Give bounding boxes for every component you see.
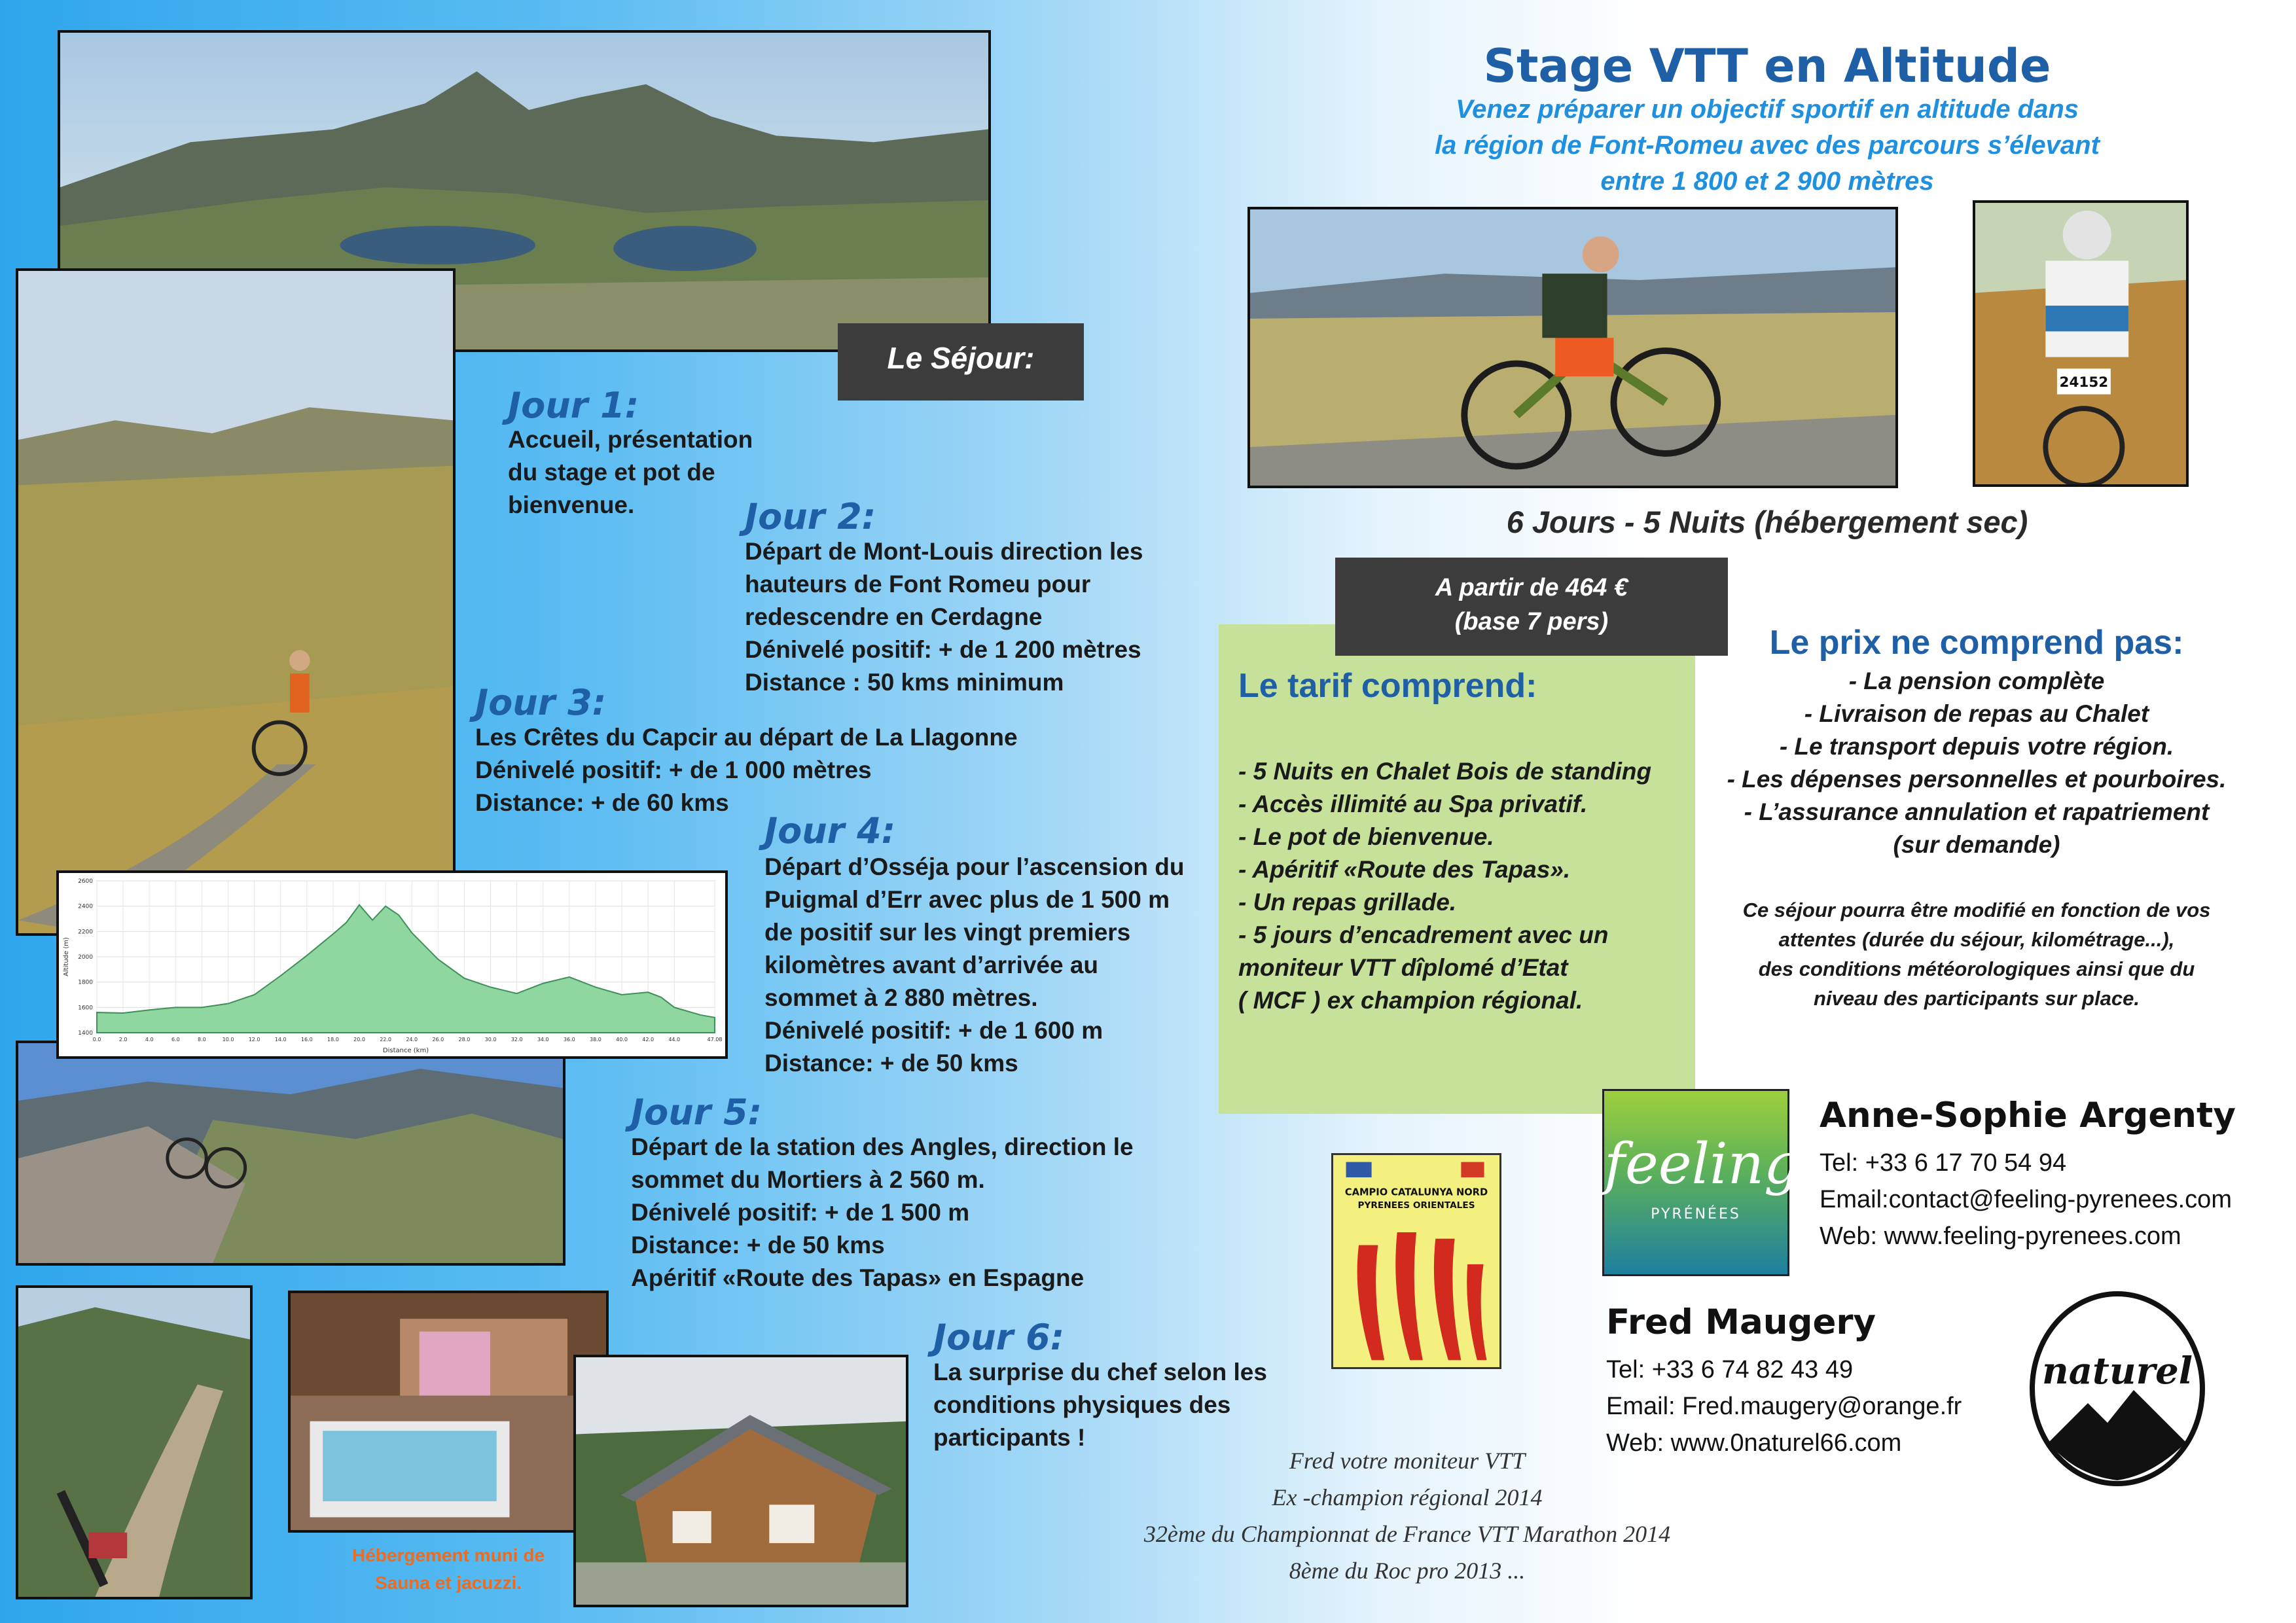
feeling-logo-word: feeling xyxy=(1604,1132,1801,1197)
day2-text: Départ de Mont-Louis direction les hauteurs de Font Romeu pour redescendre en Cerdagne Dénivelé positif: + de 1 200 mètres Distance : 50 kms minimum xyxy=(745,538,1143,696)
biker-orange-shorts-photo xyxy=(1247,207,1898,488)
racer-portrait-photo xyxy=(1973,200,2189,487)
x-tick-label: 14.0 xyxy=(274,1037,287,1043)
naturel-logo xyxy=(2022,1285,2212,1488)
spa-caption: Hébergement muni de Sauna et jacuzzi. xyxy=(351,1545,545,1593)
contact-web: Web: www.0naturel66.com xyxy=(1606,1429,1902,1457)
x-tick-label: 24.0 xyxy=(406,1037,418,1043)
excluded-item: - Livraison de repas au Chalet xyxy=(1804,700,2149,727)
price-amount: A partir de 464 € xyxy=(1435,574,1628,601)
elevation-chart-svg xyxy=(59,873,725,1056)
x-tick-label: 0.0 xyxy=(92,1037,101,1043)
excluded-item: - Les dépenses personnelles et pourboires. xyxy=(1727,766,2227,793)
day6-title: Jour 6: xyxy=(933,1317,1065,1358)
tarif-item: - Apéritif «Route des Tapas». xyxy=(1238,856,1571,883)
tarif-item: ( MCF ) ex champion régional. xyxy=(1238,987,1583,1014)
x-tick-label: 20.0 xyxy=(353,1037,365,1043)
x-tick-label: 4.0 xyxy=(145,1037,154,1043)
day5-text: Départ de la station des Angles, direction le sommet du Mortiers à 2 560 m. Dénivelé positif: + de 1 500 m Distance: + de 50 kms Apéritif «Route des Tapas» en Espagne xyxy=(631,1133,1134,1291)
feeling-logo-sub: PYRÉNÉES xyxy=(1651,1206,1741,1222)
contact-anne-sophie xyxy=(1820,1096,2236,1255)
contact-email: Email:contact@feeling-pyrenees.com xyxy=(1820,1186,2232,1213)
day1-title: Jour 1: xyxy=(508,385,639,426)
x-tick-label: 44.0 xyxy=(668,1037,681,1043)
jersey-text-2: PYRENEES ORIENTALES xyxy=(1357,1200,1475,1211)
elevation-xlabel: Distance (km) xyxy=(382,1047,429,1054)
contact-name: Anne-Sophie Argenty xyxy=(1820,1096,2236,1135)
ridge-bike-photo xyxy=(16,1041,565,1266)
tarif-list xyxy=(1238,755,1651,1017)
y-tick-label: 2000 xyxy=(78,954,93,961)
excluded-item: - La pension complète xyxy=(1848,668,2105,694)
y-tick-label: 2200 xyxy=(78,929,93,936)
x-tick-label: 8.0 xyxy=(198,1037,206,1043)
x-tick-label: 28.0 xyxy=(458,1037,471,1043)
y-tick-label: 2600 xyxy=(78,878,93,885)
contact-tel: Tel: +33 6 17 70 54 94 xyxy=(1820,1149,2067,1177)
contact-tel: Tel: +33 6 74 82 43 49 xyxy=(1606,1356,1854,1383)
trail-handlebar-photo xyxy=(16,1285,253,1599)
x-tick-label: 42.0 xyxy=(642,1037,655,1043)
day4-text: Départ d’Osséja pour l’ascension du Puigmal d’Err avec plus de 1 500 m de positif sur les vingt premiers kilomètres avant d’arrivée au sommet à 2 880 mètres. Dénivelé positif: + de 1 600 m Distance: + de 50 kms xyxy=(764,853,1185,1077)
spa-jacuzzi-photo xyxy=(288,1291,609,1533)
fred-bio: Fred votre moniteur VTT Ex -champion régional 2014 32ème du Championnat de France VTT Marathon 2014 8ème du Roc pro 2013 ... xyxy=(1143,1448,1671,1584)
x-tick-label: 18.0 xyxy=(327,1037,339,1043)
tarif-item: moniteur VTT dîplomé d’Etat xyxy=(1238,954,1568,981)
champion-jersey-image xyxy=(1331,1153,1501,1369)
x-tick-label: 47.08 xyxy=(707,1037,723,1043)
tarif-item: - Le pot de bienvenue. xyxy=(1238,823,1494,850)
page-subtitle: Venez préparer un objectif sportif en altitude dans la région de Font-Romeu avec des parcours s’élevant entre 1 800 et 2 900 mètres xyxy=(1435,95,2100,196)
x-tick-label: 16.0 xyxy=(300,1037,313,1043)
excluded-item: (sur demande) xyxy=(1893,831,2060,858)
y-tick-label: 1600 xyxy=(78,1005,93,1012)
page-title: Stage VTT en Altitude xyxy=(1483,39,2051,93)
sejour-label: Le Séjour: xyxy=(838,323,1084,401)
excluded-list xyxy=(1702,665,2251,861)
day6-text: La surprise du chef selon les conditions physiques des participants ! xyxy=(933,1359,1267,1451)
x-tick-label: 30.0 xyxy=(484,1037,497,1043)
excluded-item: - L’assurance annulation et rapatriement xyxy=(1744,798,2210,825)
x-tick-label: 26.0 xyxy=(432,1037,444,1043)
duration-text: 6 Jours - 5 Nuits (hébergement sec) xyxy=(1506,505,2028,539)
modification-note: Ce séjour pourra être modifié en fonction de vos attentes (durée du séjour, kilométrage...), des conditions météorologiques ainsi que du niveau des participants sur place. xyxy=(1742,899,2211,1010)
contact-name: Fred Maugery xyxy=(1606,1302,1876,1342)
x-tick-label: 12.0 xyxy=(248,1037,260,1043)
tarif-item: - 5 Nuits en Chalet Bois de standing xyxy=(1238,758,1652,785)
x-tick-label: 22.0 xyxy=(380,1037,392,1043)
tarif-item: - 5 jours d’encadrement avec un xyxy=(1238,921,1609,948)
day5-title: Jour 5: xyxy=(631,1092,762,1133)
excluded-item: - Le transport depuis votre région. xyxy=(1779,733,2174,760)
x-tick-label: 10.0 xyxy=(222,1037,234,1043)
day1-text: Accueil, présentation du stage et pot de bienvenue. xyxy=(508,426,753,518)
biker-meadow-photo xyxy=(16,268,456,936)
tarif-title: Le tarif comprend: xyxy=(1238,667,1537,705)
tarif-item: - Un repas grillade. xyxy=(1238,889,1457,916)
jersey-text-1: CAMPIO CATALUNYA NORD xyxy=(1344,1186,1488,1198)
day3-title: Jour 3: xyxy=(475,682,607,723)
y-tick-label: 2400 xyxy=(78,903,93,910)
wooden-chalet-photo xyxy=(573,1355,908,1607)
day4-title: Jour 4: xyxy=(764,810,896,851)
feeling-pyrenees-logo xyxy=(1602,1089,1801,1276)
naturel-logo-word: naturel xyxy=(2042,1349,2193,1393)
contact-web: Web: www.feeling-pyrenees.com xyxy=(1820,1222,2181,1250)
x-tick-label: 32.0 xyxy=(511,1037,523,1043)
price-basis: (base 7 pers) xyxy=(1454,608,1609,635)
y-tick-label: 1400 xyxy=(78,1030,93,1037)
x-tick-label: 38.0 xyxy=(590,1037,601,1043)
x-tick-label: 36.0 xyxy=(563,1037,575,1043)
x-tick-label: 2.0 xyxy=(118,1037,128,1043)
race-bib-number: 24152 xyxy=(2059,374,2109,391)
elevation-ylabel: Altitude (m) xyxy=(63,937,70,976)
excluded-title: Le prix ne comprend pas: xyxy=(1769,624,2184,662)
x-tick-label: 40.0 xyxy=(616,1037,628,1043)
tarif-item: - Accès illimité au Spa privatif. xyxy=(1238,791,1588,817)
contact-fred xyxy=(1606,1302,1962,1461)
price-box xyxy=(1335,558,1728,656)
day3-text: Les Crêtes du Capcir au départ de La Llagonne Dénivelé positif: + de 1 000 mètres Distance: + de 60 kms xyxy=(475,724,1018,816)
x-tick-label: 6.0 xyxy=(171,1037,180,1043)
day2-title: Jour 2: xyxy=(745,496,876,537)
elevation-profile xyxy=(56,870,728,1059)
y-tick-label: 1800 xyxy=(78,979,93,986)
x-tick-label: 34.0 xyxy=(537,1037,549,1043)
contact-email: Email: Fred.maugery@orange.fr xyxy=(1606,1393,1962,1420)
